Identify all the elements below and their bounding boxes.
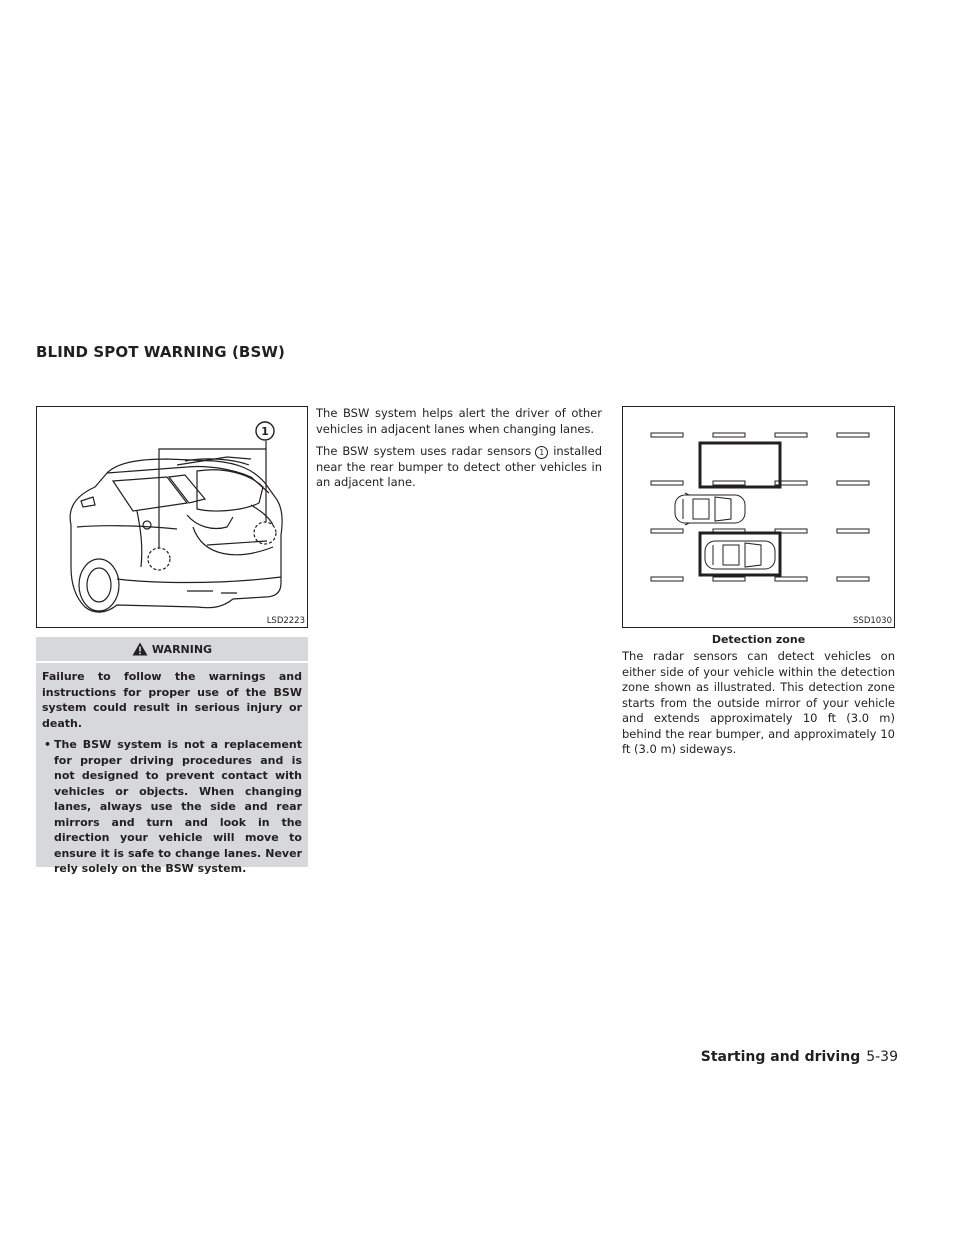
- warning-box: [36, 637, 308, 875]
- callout-marker: 1: [535, 446, 548, 459]
- footer-section-title: Starting and driving: [700, 1049, 861, 1065]
- figure-rear-sensors: [36, 406, 308, 628]
- figure-callout-number: 1: [261, 425, 269, 438]
- body-paragraph: The BSW system helps alert the driver of other vehicles in adjacent lanes when changing lanes.: [316, 406, 602, 436]
- page-number: 5-39: [866, 1049, 898, 1065]
- figure-caption: Detection zone: [711, 633, 806, 646]
- detection-zone-diagram: [623, 407, 896, 629]
- body-text: The BSW system uses radar sensors: [316, 444, 532, 458]
- warning-intro: Failure to follow the warnings and instructions for proper use of the BSW system could result in serious injury or death.: [42, 670, 302, 730]
- warning-header: [36, 637, 308, 663]
- body-text: installed near the rear bumper to detect other vehicles in an adjacent lane.: [316, 444, 602, 489]
- body-column: [316, 406, 602, 498]
- figure-code: LSD2223: [266, 616, 305, 626]
- body-paragraph: The radar sensors can detect vehicles on either side of your vehicle within the detection zone shown as illustrated. This detection zone starts from the outside mirror of your vehicle and extends approximately 10 ft (3.0 m) behind the rear bumper, and approximately 10 ft (3.0 m) sideways.: [622, 649, 895, 756]
- body-paragraph-sensors: [316, 444, 602, 491]
- warning-bullet: • The BSW system is not a replacement for proper driving procedures and is not designed to prevent contact with vehicles or objects. When changing lanes, always use the side and rear mirrors and turn and look in the direction your vehicle will move to ensure it is safe to change lanes. Never rely solely on the BSW system.: [42, 737, 302, 877]
- figure-code: SSD1030: [853, 616, 892, 626]
- figure-detection-zone: [622, 406, 895, 628]
- warning-triangle-icon: [132, 642, 148, 656]
- detection-text-column: [622, 649, 895, 758]
- car-rear-illustration: [37, 407, 309, 629]
- page-footer: [701, 1049, 898, 1065]
- section-heading: BLIND SPOT WARNING (BSW): [36, 343, 285, 361]
- warning-title: WARNING: [151, 642, 213, 656]
